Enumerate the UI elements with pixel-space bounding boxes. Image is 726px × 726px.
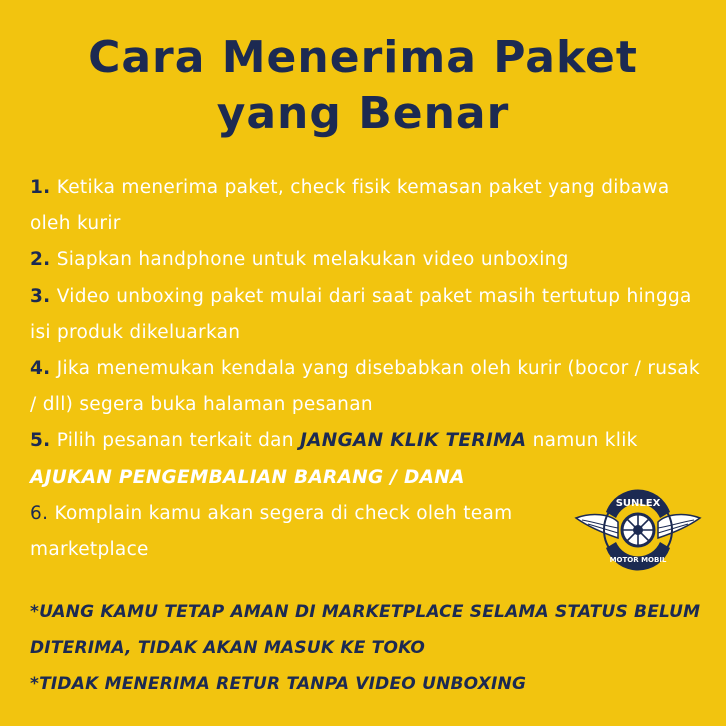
step-number: 4. <box>30 358 51 380</box>
title-line-2: yang Benar <box>216 88 510 139</box>
step-text: Jika menemukan kendala yang disebabkan oleh kurir (bocor / rusak / dll) segera buka halaman pesanan <box>30 358 700 416</box>
step-text: Pilih pesanan terkait dan <box>56 430 294 452</box>
title-line-1: Cara Menerima Paket <box>88 32 638 83</box>
step-3 <box>30 279 710 351</box>
winged-wheel-logo <box>572 478 704 582</box>
action-emphasis: AJUKAN PENGEMBALIAN BARANG / DANA <box>30 466 465 488</box>
step-1 <box>30 170 710 242</box>
notes <box>30 594 710 702</box>
step-2 <box>30 242 710 278</box>
step-number: 5. <box>30 430 51 452</box>
warning-emphasis: JANGAN KLIK TERIMA <box>299 430 527 452</box>
step-text: Video unboxing paket mulai dari saat paket masih tertutup hingga isi produk dikeluarkan <box>30 285 692 343</box>
step-text: Ketika menerima paket, check fisik kemasan paket yang dibawa oleh kurir <box>30 177 670 235</box>
step-number: 1. <box>30 177 51 198</box>
step-text: Komplain kamu akan segera di check oleh team marketplace <box>30 502 513 561</box>
note-return-policy: *TIDAK MENERIMA RETUR TANPA VIDEO UNBOXING <box>30 674 527 694</box>
step-number: 3. <box>30 285 51 307</box>
step-number: 2. <box>30 249 51 271</box>
note-secure: *UANG KAMU TETAP AMAN DI MARKETPLACE SELAMA STATUS BELUM DITERIMA, TIDAK AKAN MASUK KE TOKO <box>30 602 701 658</box>
page-title <box>0 30 726 142</box>
step-number: 6. <box>30 502 49 524</box>
logo-brand: SUNLEX <box>615 498 661 509</box>
step-4 <box>30 351 710 423</box>
logo-tagline: MOTOR MOBIL <box>609 556 667 564</box>
step-text: namun klik <box>532 430 638 452</box>
step-text: Siapkan handphone untuk melakukan video unboxing <box>56 249 569 271</box>
